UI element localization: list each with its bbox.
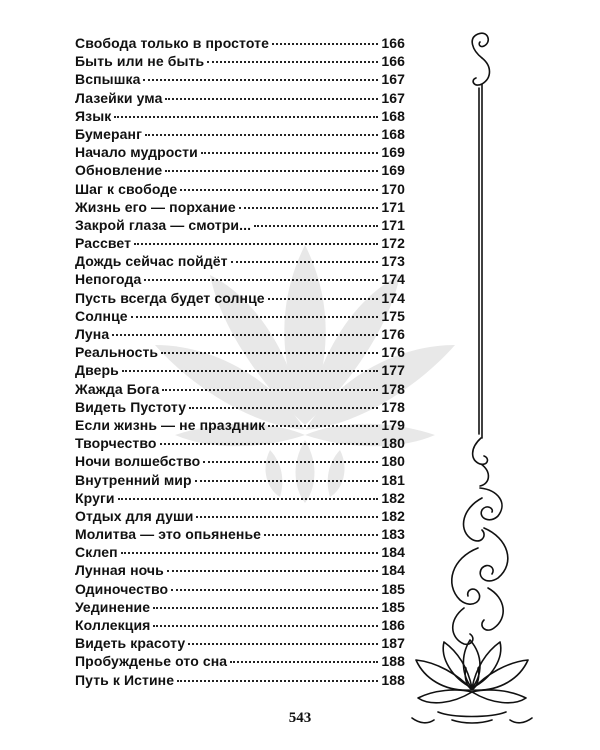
toc-entry-page: 167 xyxy=(381,71,405,88)
dot-leader xyxy=(188,643,378,645)
toc-entry-page: 168 xyxy=(381,107,405,124)
toc-entry-page: 166 xyxy=(381,53,405,70)
dot-leader xyxy=(180,189,378,191)
toc-entry-title: Видеть Пустоту xyxy=(75,398,187,415)
toc-entry-title: Жажда Бога xyxy=(75,380,160,397)
toc-entry-title: Непогода xyxy=(75,271,142,288)
toc-entry[interactable] xyxy=(75,53,405,71)
toc-entry-title: Круги xyxy=(75,489,115,506)
toc-entry-page: 169 xyxy=(381,144,405,161)
toc-entry-title: Обновление xyxy=(75,162,163,179)
toc-entry-title: Реальность xyxy=(75,344,159,361)
toc-entry-page: 185 xyxy=(381,580,405,597)
toc-entry[interactable] xyxy=(75,35,405,53)
toc-entry-title: Рассвет xyxy=(75,235,132,252)
toc-entry-page: 187 xyxy=(381,635,405,652)
toc-entry[interactable] xyxy=(75,581,405,599)
toc-entry-title: Коллекция xyxy=(75,617,151,633)
dot-leader xyxy=(153,625,378,627)
dot-leader xyxy=(165,170,378,172)
toc-entry[interactable] xyxy=(75,162,405,180)
toc-entry-page: 182 xyxy=(381,507,405,524)
dot-leader xyxy=(114,116,378,118)
toc-entry-page: 171 xyxy=(381,216,405,233)
toc-entry-title: Отдых для души xyxy=(75,507,194,524)
toc-entry-page: 166 xyxy=(381,35,405,51)
toc-entry[interactable] xyxy=(75,490,405,508)
toc-entry-title: Быть или не быть xyxy=(75,53,205,70)
toc-entry-page: 177 xyxy=(381,362,405,379)
toc-entry-page: 188 xyxy=(381,671,405,688)
toc-entry-page: 184 xyxy=(381,562,405,579)
toc-entry-title: Закрой глаза — смотри... xyxy=(75,216,252,233)
toc-entry[interactable] xyxy=(75,290,405,308)
toc-entry-title: Если жизнь — не праздник xyxy=(75,416,266,433)
dot-leader xyxy=(121,552,379,554)
dot-leader xyxy=(131,316,379,318)
toc-entry-page: 174 xyxy=(381,271,405,288)
dot-leader xyxy=(160,443,379,445)
toc-entry[interactable] xyxy=(75,617,405,635)
toc-entry[interactable] xyxy=(75,362,405,380)
toc-entry-page: 186 xyxy=(381,617,405,633)
toc-entry-page: 183 xyxy=(381,526,405,543)
toc-entry-title: Язык xyxy=(75,107,112,124)
toc-entry-title: Видеть красоту xyxy=(75,635,186,652)
toc-entry[interactable] xyxy=(75,453,405,471)
toc-entry[interactable] xyxy=(75,253,405,271)
toc-entry-page: 176 xyxy=(381,344,405,361)
toc-entry-page: 176 xyxy=(381,326,405,342)
dot-leader xyxy=(145,134,378,136)
toc-entry[interactable] xyxy=(75,472,405,490)
toc-entry-page: 173 xyxy=(381,253,405,270)
dot-leader xyxy=(122,370,378,372)
toc-entry-title: Начало мудрости xyxy=(75,144,198,161)
toc-entry[interactable] xyxy=(75,90,405,108)
dot-leader xyxy=(161,352,378,354)
toc-entry-title: Внутренний мир xyxy=(75,471,192,488)
toc-entry[interactable] xyxy=(75,562,405,580)
toc-entry-page: 178 xyxy=(381,380,405,397)
toc-entry-page: 178 xyxy=(381,398,405,415)
dot-leader xyxy=(177,680,378,682)
dot-leader xyxy=(144,279,378,281)
toc-entry[interactable] xyxy=(75,508,405,526)
toc-entry-page: 185 xyxy=(381,598,405,615)
toc-entry-title: Лазейки ума xyxy=(75,89,163,106)
toc-entry-page: 174 xyxy=(381,289,405,306)
toc-entry-title: Дверь xyxy=(75,362,119,379)
dot-leader xyxy=(203,461,378,463)
dot-leader xyxy=(143,79,378,81)
dot-leader xyxy=(162,389,378,391)
toc-entry-page: 180 xyxy=(381,435,405,452)
dot-leader xyxy=(171,589,378,591)
toc-entry-page: 171 xyxy=(381,198,405,215)
toc-entry[interactable] xyxy=(75,71,405,89)
toc-entry[interactable] xyxy=(75,108,405,126)
dot-leader xyxy=(231,261,379,263)
toc-entry-title: Свобода только в простоте xyxy=(75,35,269,51)
toc-entry-title: Склеп xyxy=(75,544,118,561)
toc-entry-title: Пробужденье ото сна xyxy=(75,653,228,670)
toc-entry-page: 167 xyxy=(381,89,405,106)
toc-entry-page: 182 xyxy=(381,489,405,506)
toc-entry-title: Одиночество xyxy=(75,580,169,597)
dot-leader xyxy=(167,570,378,572)
toc-entry-title: Лунная ночь xyxy=(75,562,164,579)
dot-leader xyxy=(195,480,379,482)
dot-leader xyxy=(201,152,379,154)
table-of-contents xyxy=(75,35,405,690)
toc-entry[interactable] xyxy=(75,217,405,235)
dot-leader xyxy=(268,298,379,300)
lotus-swirl-ornament-icon xyxy=(408,28,538,728)
dot-leader xyxy=(134,243,378,245)
toc-entry-title: Жизнь его — порхание xyxy=(75,198,236,215)
toc-entry[interactable] xyxy=(75,344,405,362)
toc-entry[interactable] xyxy=(75,672,405,690)
dot-leader xyxy=(153,607,378,609)
toc-entry-page: 175 xyxy=(381,307,405,324)
toc-entry-title: Луна xyxy=(75,326,110,342)
dot-leader xyxy=(112,334,378,336)
dot-leader xyxy=(207,61,378,63)
toc-entry-title: Вспышка xyxy=(75,71,141,88)
toc-entry-page: 180 xyxy=(381,453,405,470)
toc-entry-title: Пусть всегда будет солнце xyxy=(75,289,265,306)
page-number: 543 xyxy=(288,710,312,726)
toc-entry[interactable] xyxy=(75,599,405,617)
dot-leader xyxy=(196,516,378,518)
toc-entry[interactable] xyxy=(75,635,405,653)
toc-entry[interactable] xyxy=(75,544,405,562)
toc-entry-page: 169 xyxy=(381,162,405,179)
toc-entry[interactable] xyxy=(75,235,405,253)
dot-leader xyxy=(118,498,379,500)
toc-entry[interactable] xyxy=(75,181,405,199)
toc-entry-title: Творчество xyxy=(75,435,157,452)
toc-entry-title: Солнце xyxy=(75,307,128,324)
toc-entry-title: Бумеранг xyxy=(75,125,143,142)
toc-entry[interactable] xyxy=(75,381,405,399)
dot-leader xyxy=(264,534,378,536)
dot-leader xyxy=(230,661,378,663)
toc-entry-page: 179 xyxy=(381,416,405,433)
toc-entry[interactable] xyxy=(75,126,405,144)
dot-leader xyxy=(272,43,378,45)
toc-entry-title: Шаг к свободе xyxy=(75,180,178,197)
dot-leader xyxy=(254,225,378,227)
toc-entry[interactable] xyxy=(75,308,405,326)
toc-entry-title: Ночи волшебство xyxy=(75,453,201,470)
toc-entry-title: Дождь сейчас пойдёт xyxy=(75,253,228,270)
toc-entry[interactable] xyxy=(75,417,405,435)
toc-entry[interactable] xyxy=(75,326,405,344)
toc-entry-page: 184 xyxy=(381,544,405,561)
toc-entry-page: 172 xyxy=(381,235,405,252)
toc-entry[interactable] xyxy=(75,526,405,544)
dot-leader xyxy=(165,98,378,100)
toc-entry[interactable] xyxy=(75,653,405,671)
toc-entry-page: 168 xyxy=(381,125,405,142)
dot-leader xyxy=(268,425,378,427)
toc-entry[interactable] xyxy=(75,199,405,217)
toc-entry-title: Путь к Истине xyxy=(75,671,175,688)
dot-leader xyxy=(239,207,379,209)
dot-leader xyxy=(189,407,378,409)
toc-entry-page: 188 xyxy=(381,653,405,670)
toc-entry-page: 170 xyxy=(381,180,405,197)
toc-entry[interactable] xyxy=(75,144,405,162)
toc-entry[interactable] xyxy=(75,271,405,289)
toc-entry-page: 181 xyxy=(381,471,405,488)
toc-entry[interactable] xyxy=(75,435,405,453)
toc-entry-title: Уединение xyxy=(75,598,151,615)
toc-entry-title: Молитва — это опьяненье xyxy=(75,526,262,543)
toc-entry[interactable] xyxy=(75,399,405,417)
